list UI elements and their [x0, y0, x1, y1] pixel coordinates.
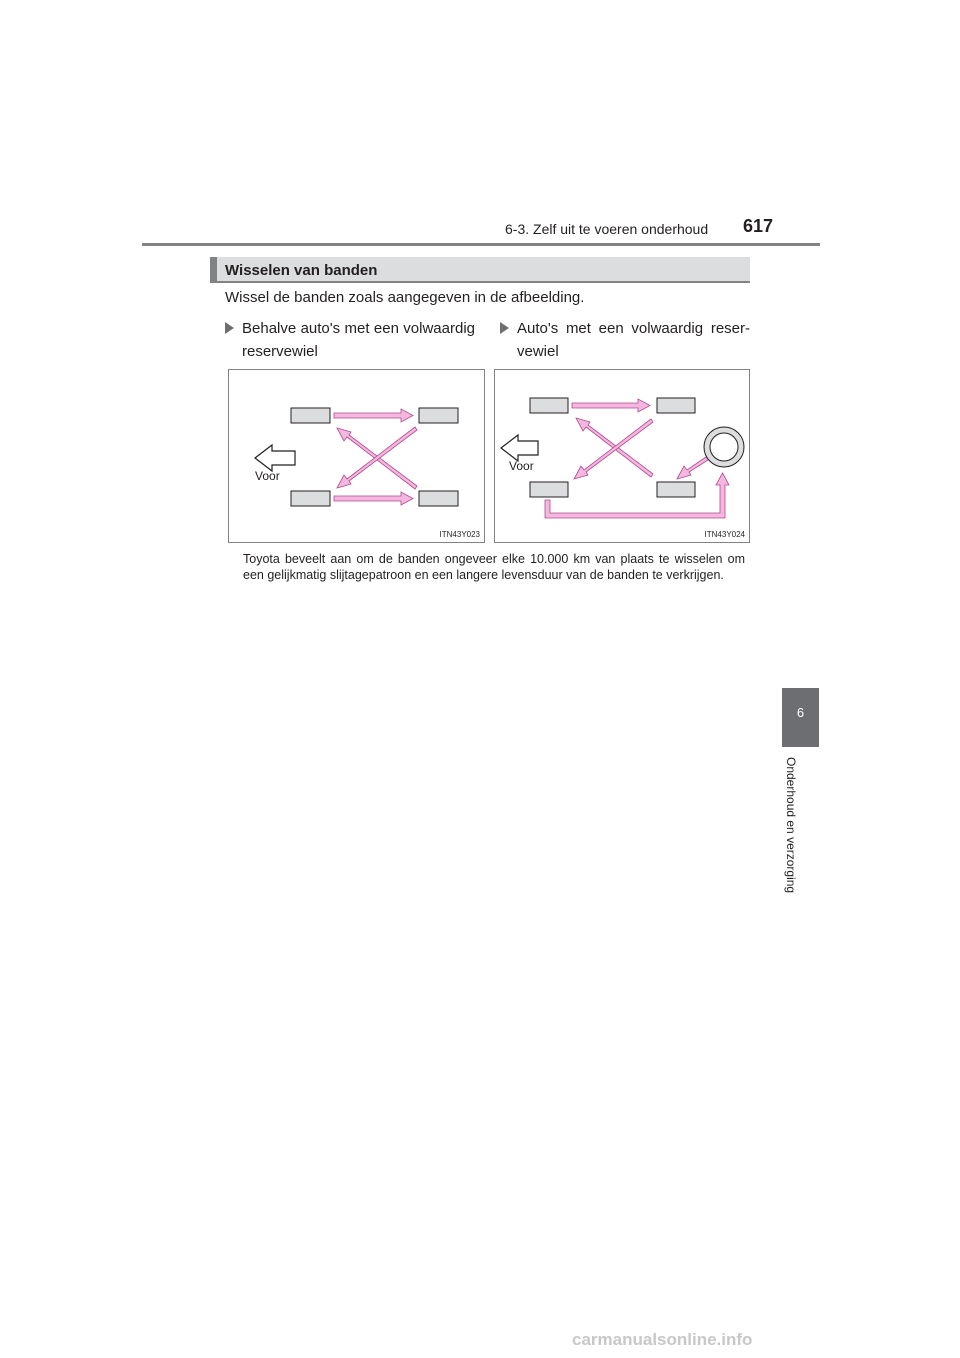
front-arrow-icon: [501, 435, 538, 461]
arrow-front-right-to-rear-right: [334, 492, 413, 505]
rotation-note: Toyota beveelt aan om de banden ongeveer elke 10.000 km van plaats te wisselen om een gelijkmatig slijtagepatroon en een langere levensduur van de banden te verkrijgen.: [243, 552, 745, 582]
triangle-bullet-icon: [225, 322, 234, 334]
rotation-arrows: [334, 409, 417, 505]
arrow-front-left-to-rear-left: [572, 399, 650, 412]
triangle-bullet-icon: [500, 322, 509, 334]
page-number: 617: [743, 216, 774, 236]
tire-rear-left: [657, 398, 695, 413]
header-section-title: 6-3. Zelf uit te voeren onderhoud: [505, 221, 709, 237]
tire-front-left: [530, 398, 568, 413]
figure-rotation-full-spare: [494, 369, 750, 543]
bullet-text: Auto's met een volwaardig reser-vewiel: [517, 320, 750, 360]
tire-rear-right: [419, 491, 458, 506]
figure-code: ITN43Y023: [439, 530, 480, 539]
front-label: Voor: [255, 469, 280, 483]
bullet-no-full-spare: [225, 317, 475, 363]
rotation-diagram-4-tires: [229, 370, 486, 544]
tire-front-right: [530, 482, 568, 497]
tire-front-left: [291, 408, 330, 423]
bullet-full-spare: [500, 317, 750, 363]
figure-code: ITN43Y024: [704, 530, 745, 539]
rotation-arrows: [545, 399, 729, 518]
chapter-number: 6: [796, 705, 805, 720]
arrow-rear-left-to-front-right: [574, 419, 653, 479]
front-label: Voor: [509, 459, 534, 473]
rotation-diagram-5-tires: [495, 370, 751, 544]
spare-tire: [704, 427, 744, 467]
watermark: carmanualsonline.info: [572, 1330, 753, 1349]
section-title: Wisselen van banden: [225, 262, 378, 279]
arrow-front-left-to-rear-left: [334, 409, 413, 422]
header-divider: [142, 243, 820, 246]
arrow-spare-to-rear-right: [677, 457, 708, 479]
tire-front-right: [291, 491, 330, 506]
tire-rear-left: [419, 408, 458, 423]
section-heading-accent: [210, 257, 217, 283]
front-arrow-icon: [255, 445, 295, 471]
arrow-front-right-to-spare: [545, 473, 729, 518]
bullet-text: Behalve auto's met een volwaardig reservewiel: [242, 320, 475, 360]
chapter-label: Onderhoud en verzorging: [784, 757, 798, 894]
figure-rotation-no-spare: [228, 369, 485, 543]
intro-text: Wissel de banden zoals aangegeven in de afbeelding.: [225, 289, 585, 306]
tire-rear-right: [657, 482, 695, 497]
